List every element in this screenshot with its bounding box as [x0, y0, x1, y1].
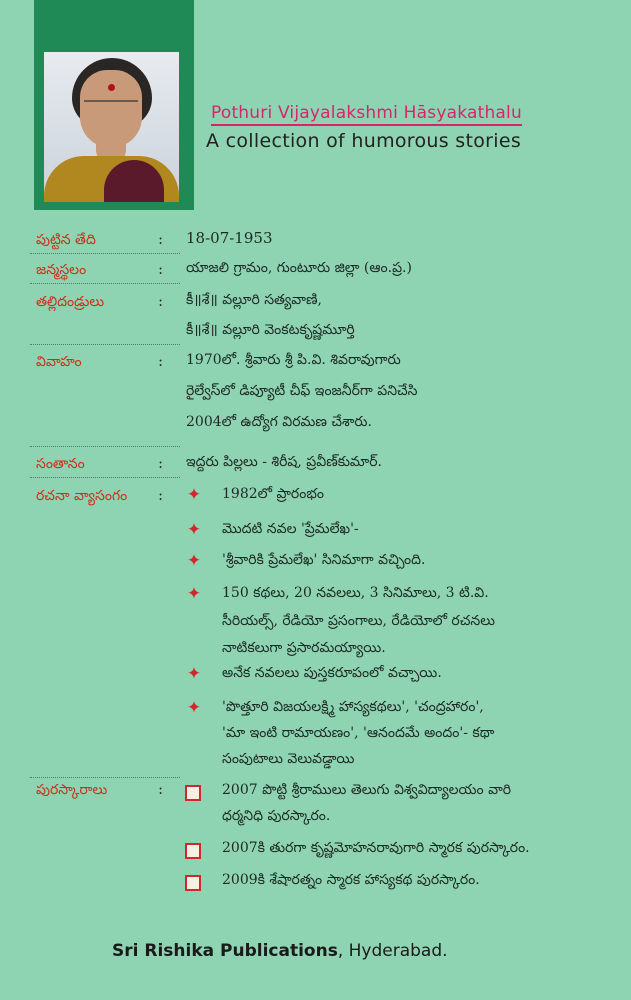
parents-line-1: కీ॥శే॥ వల్లూరి సత్యవాణి,: [186, 292, 322, 308]
star-bullet-icon: ✦: [186, 698, 202, 718]
birth-value: 18-07-1953: [186, 229, 273, 247]
star-bullet-icon: ✦: [186, 485, 202, 505]
divider: [30, 344, 180, 345]
checkbox-bullet-icon: [185, 875, 201, 891]
children-value: ఇద్దరు పిల్లలు - శిరీష, ప్రవీణ్‌కుమార్.: [186, 454, 382, 470]
star-bullet-icon: ✦: [186, 664, 202, 684]
awards-label: పురస్కారాలు: [36, 782, 108, 798]
marriage-line-3: 2004లో ఉద్యోగ విరమణ చేశారు.: [186, 414, 372, 430]
star-bullet-icon: ✦: [186, 551, 202, 571]
parents-line-2: కీ॥శే॥ వల్లూరి వెంకటకృష్ణమూర్తి: [186, 322, 355, 338]
birth-label: పుట్టిన తేది: [36, 232, 96, 248]
divider: [30, 446, 180, 447]
divider: [30, 777, 180, 778]
writing-label: రచనా వ్యాసంగం: [36, 488, 128, 504]
marriage-label: వివాహం: [36, 354, 82, 370]
author-portrait: [44, 52, 179, 202]
birthplace-value: యాజలి గ్రామం, గుంటూరు జిల్లా (ఆం.ప్ర.): [186, 260, 412, 276]
marriage-line-2: రైల్వేస్‌లో డిప్యూటీ చీఫ్ ఇంజనీర్‌గా పనిచేసి: [186, 383, 418, 399]
divider: [30, 283, 180, 284]
birthplace-label: జన్మస్థలం: [36, 262, 87, 278]
marriage-line-1: 1970లో. శ్రీవారు శ్రీ పి.వి. శివరావుగారు: [186, 352, 401, 368]
book-title: Pothuri Vijayalakshmi Hāsyakathalu: [211, 103, 522, 126]
publisher-name: Sri Rishika Publications: [112, 941, 338, 961]
checkbox-bullet-icon: [185, 785, 201, 801]
divider: [30, 477, 180, 478]
book-subtitle: A collection of humorous stories: [206, 130, 522, 152]
checkbox-bullet-icon: [185, 843, 201, 859]
parents-label: తల్లిదండ్రులు: [36, 294, 105, 310]
children-label: సంతానం: [36, 456, 85, 472]
star-bullet-icon: ✦: [186, 584, 202, 604]
publisher-line: [112, 941, 448, 961]
publisher-city: , Hyderabad.: [337, 941, 448, 961]
star-bullet-icon: ✦: [186, 520, 202, 540]
divider: [30, 253, 180, 254]
